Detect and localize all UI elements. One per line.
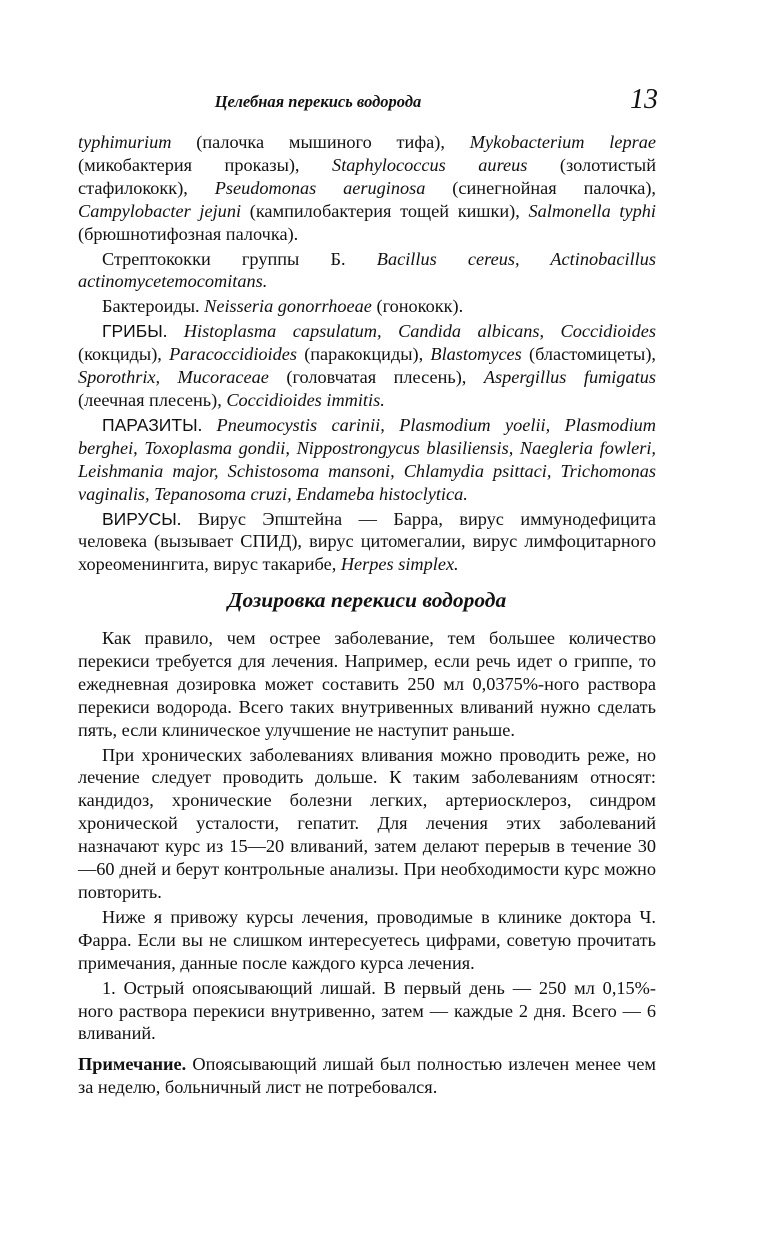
streptococci-paragraph: Стрептококки группы Б. Bacillus cereus, Actinobacillus actinomycetemocomitans. bbox=[78, 248, 656, 292]
viruses-paragraph: ВИРУСЫ. Вирус Эпштейна — Барра, вирус иммунодефицита человека (вызывает СПИД), вирус цитомегалии, вирус лимфоцитарного хореоменингита, вирус такарибе, Herpes simplex. bbox=[78, 508, 656, 575]
section-heading: Дозировка перекиси водорода bbox=[227, 588, 507, 612]
fungi-paragraph: ГРИБЫ. Histoplasma capsulatum, Candida albicans, Coccidioides (кокциды), Paracoccidioides (паракокциды), Blastomyces (бластомицеты), Sporothrix, Mucoraceae (головчатая плесень), Aspergillus fumigatus (леечная плесень), Coccidioides immitis. bbox=[78, 321, 657, 410]
bacteroids-paragraph: Бактероиды. Neisseria gonorrhoeae (гонококк). bbox=[102, 296, 464, 317]
organism-list bbox=[78, 131, 656, 578]
fungi-label: ГРИБЫ bbox=[102, 321, 163, 342]
running-title: Целебная перекись водорода bbox=[214, 92, 422, 111]
dosage-paragraph-2: При хронических заболеваниях вливания можно проводить реже, но лечение следует проводить дольше. К таким заболеваниям относят: кандидоз, хронические болезни легких, артериосклероз, синдром хронической усталости, гепатит. Для лечения этих заболеваний назначают курс из 15—20 вливаний, затем делают перерыв в течение 30—60 дней и берут контрольные анализы. При необходимости курс можно повторить. bbox=[78, 744, 656, 902]
dosage-paragraph-1: Как правило, чем острее заболевание, тем большее количество перекиси требуется для лечения. Например, если речь идет о гриппе, то ежедневная дозировка может составить 250 мл 0,0375%-ного раствора перекиси водорода. Всего таких внутривенных вливаний нужно сделать пять, если клиническое улучшение не наступит раньше. bbox=[78, 628, 656, 740]
parasites-paragraph: ПАРАЗИТЫ. Pneumocystis carinii, Plasmodium yoelii, Plasmodium berghei, Toxoplasma gondii, Nippostrongycus blasiliensis, Naegleria fowleri, Leishmania major, Schistosoma mansoni, Chlamydia psittaci, Trichomonas vaginalis, Tepanosoma cruzi, Endameba histoclytica. bbox=[78, 414, 657, 504]
page-number: 13 bbox=[630, 84, 658, 115]
parasites-label: ПАРАЗИТЫ bbox=[102, 414, 198, 435]
note-paragraph: Примечание. Опоясывающий лишай был полностью излечен менее чем за неделю, больничный лист не потребовался. bbox=[78, 1054, 656, 1098]
dosage-section bbox=[78, 627, 656, 1101]
dosage-paragraph-3: Ниже я привожу курсы лечения, проводимые в клинике доктора Ч. Фарра. Если вы не слишком интересуетесь цифрами, советую прочитать примечания, данные после каждого курса лечения. bbox=[78, 906, 656, 973]
course-item-1: 1. Острый опоясывающий лишай. В первый день — 250 мл 0,15%-ного раствора перекиси внутривенно, затем — каждые 2 дня. Всего — 6 вливаний. bbox=[78, 977, 656, 1044]
bacteria-paragraph: typhimurium (палочка мышиного тифа), Mykobacterium leprae (микобактерия проказы), Staphylococcus aureus (золотистый стафилококк), Pseudomonas aeruginosa (синегнойная палочка), Campylobacter jejuni (кампилобактерия тощей кишки), Salmonella typhi (брюшнотифозная палочка). bbox=[78, 132, 657, 244]
note-label: Примечание. bbox=[78, 1054, 187, 1075]
viruses-label: ВИРУСЫ bbox=[102, 508, 177, 529]
